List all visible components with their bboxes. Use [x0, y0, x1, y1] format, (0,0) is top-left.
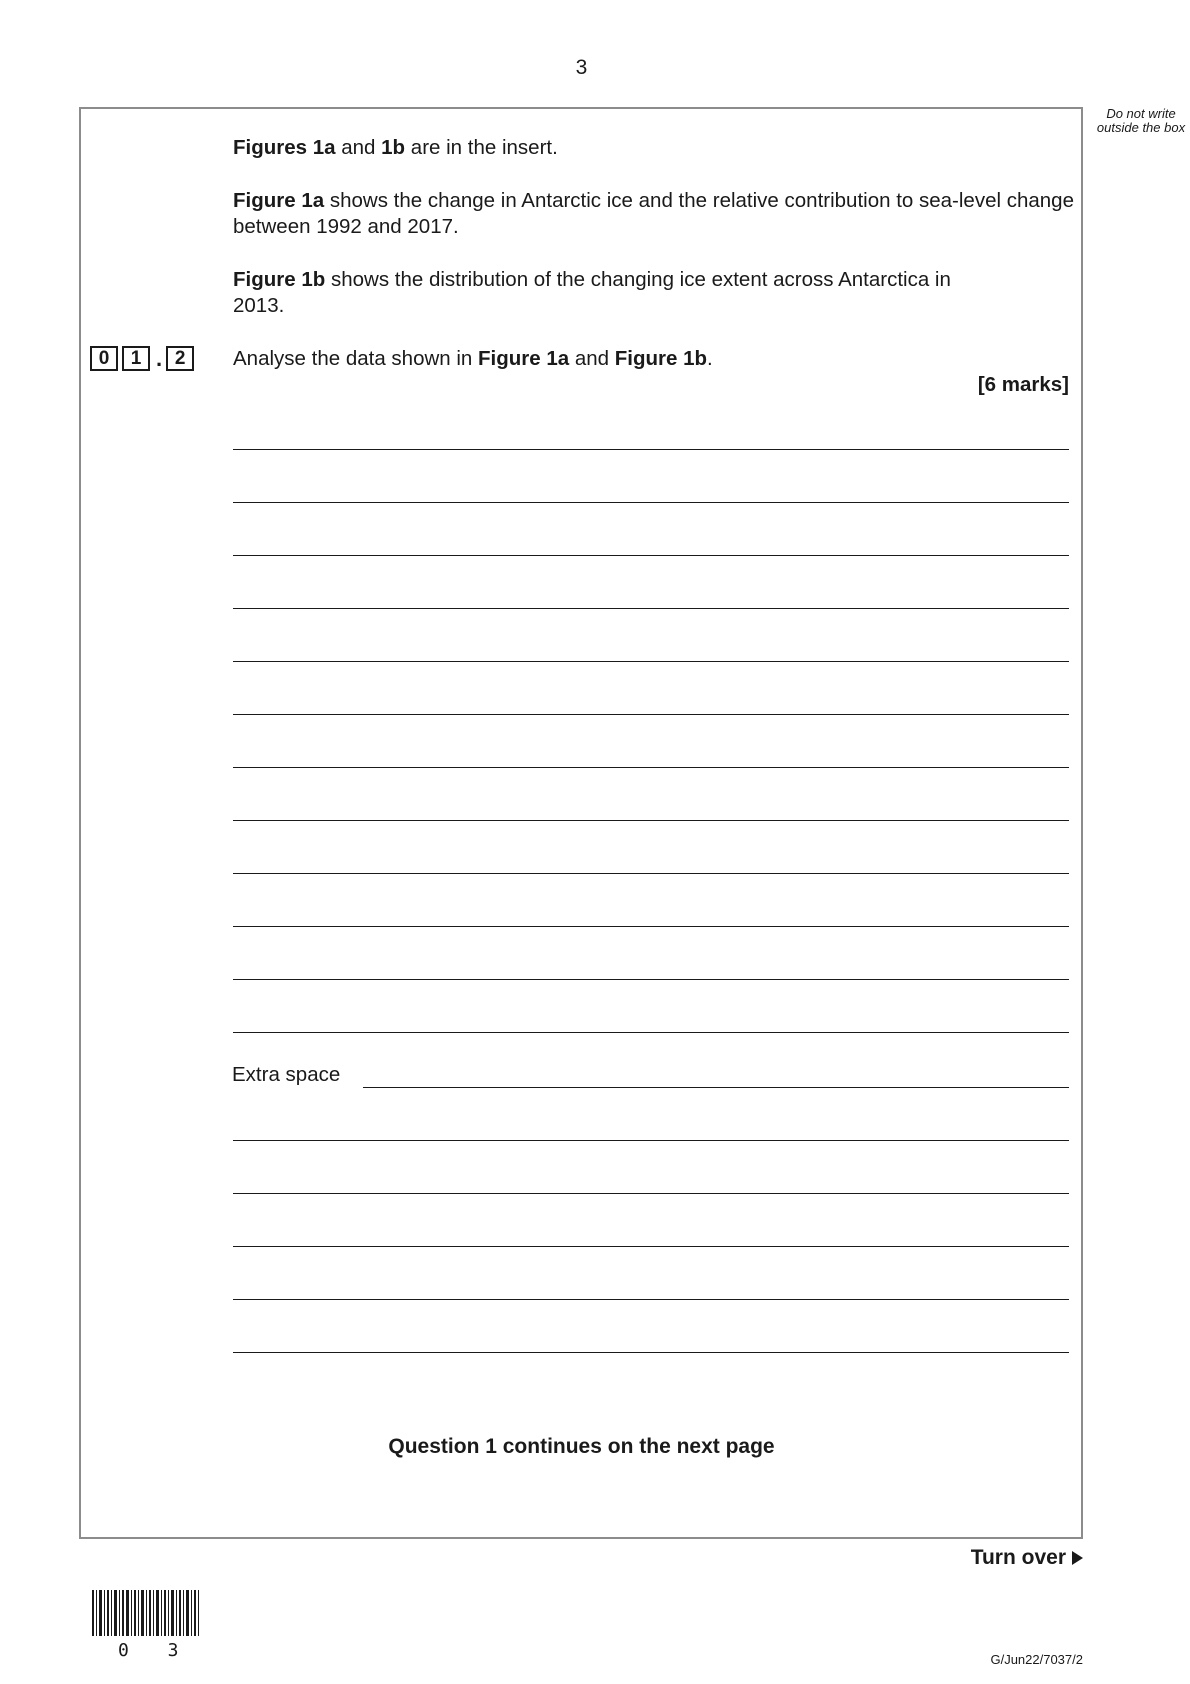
extra-answer-line[interactable]	[233, 1246, 1069, 1247]
answer-line[interactable]	[233, 979, 1069, 980]
page-number: 3	[575, 56, 588, 79]
answer-line[interactable]	[233, 714, 1069, 715]
answer-line[interactable]	[233, 767, 1069, 768]
question-text	[233, 346, 1083, 372]
extra-space-line[interactable]	[363, 1087, 1069, 1088]
answer-line[interactable]	[233, 661, 1069, 662]
margin-note: Do not write outside the box	[1096, 106, 1186, 135]
question-text-part: and	[569, 347, 615, 370]
question-figure-ref: Figure 1b	[614, 347, 708, 370]
turn-over-label: Turn over	[970, 1546, 1066, 1569]
intro-text: are in the insert.	[405, 136, 558, 159]
barcode-number: 0 3	[118, 1640, 193, 1661]
answer-line[interactable]	[233, 608, 1069, 609]
extra-answer-line[interactable]	[233, 1140, 1069, 1141]
extra-answer-line[interactable]	[233, 1299, 1069, 1300]
figure-1a-ref: Figure 1a	[233, 189, 325, 212]
figure-1b-description: shows the distribution of the changing ice extent across Antarctica in 2013.	[233, 268, 951, 317]
intro-paragraph-1	[233, 135, 1083, 161]
question-figure-ref: Figure 1a	[478, 347, 570, 370]
extra-answer-line[interactable]	[233, 1193, 1069, 1194]
barcode-icon	[92, 1590, 202, 1636]
question-text-part: .	[707, 347, 713, 370]
intro-figures-ref: Figures 1a	[233, 136, 336, 159]
question-digit-box: 0	[90, 346, 118, 371]
intro-figure-1b-ref: 1b	[381, 136, 406, 159]
answer-line[interactable]	[233, 873, 1069, 874]
intro-paragraph-2	[233, 188, 1083, 240]
figure-1b-ref: Figure 1b	[233, 268, 326, 291]
extra-answer-line[interactable]	[233, 1352, 1069, 1353]
play-arrow-icon	[1072, 1551, 1083, 1565]
answer-line[interactable]	[233, 555, 1069, 556]
question-digit-box: 1	[122, 346, 150, 371]
intro-text: and	[335, 136, 382, 159]
answer-line[interactable]	[233, 449, 1069, 450]
question-dot: .	[156, 345, 163, 371]
answer-line[interactable]	[233, 926, 1069, 927]
marks-label: [6 marks]	[977, 373, 1069, 396]
extra-space-label: Extra space	[232, 1063, 341, 1086]
answer-line[interactable]	[233, 820, 1069, 821]
question-number	[90, 345, 198, 372]
turn-over	[971, 1546, 1083, 1570]
figure-1a-description: shows the change in Antarctic ice and the relative contribution to sea-level change between 1992 and 2017.	[233, 189, 1074, 238]
answer-frame	[79, 107, 1083, 1539]
answer-line[interactable]	[233, 502, 1069, 503]
intro-paragraph-3	[233, 267, 1003, 319]
reference-code: G/Jun22/7037/2	[990, 1652, 1083, 1667]
question-text-part: Analyse the data shown in	[233, 347, 479, 370]
answer-line[interactable]	[233, 1032, 1069, 1033]
question-digit-box: 2	[166, 346, 194, 371]
continues-notice: Question 1 continues on the next page	[388, 1435, 775, 1458]
